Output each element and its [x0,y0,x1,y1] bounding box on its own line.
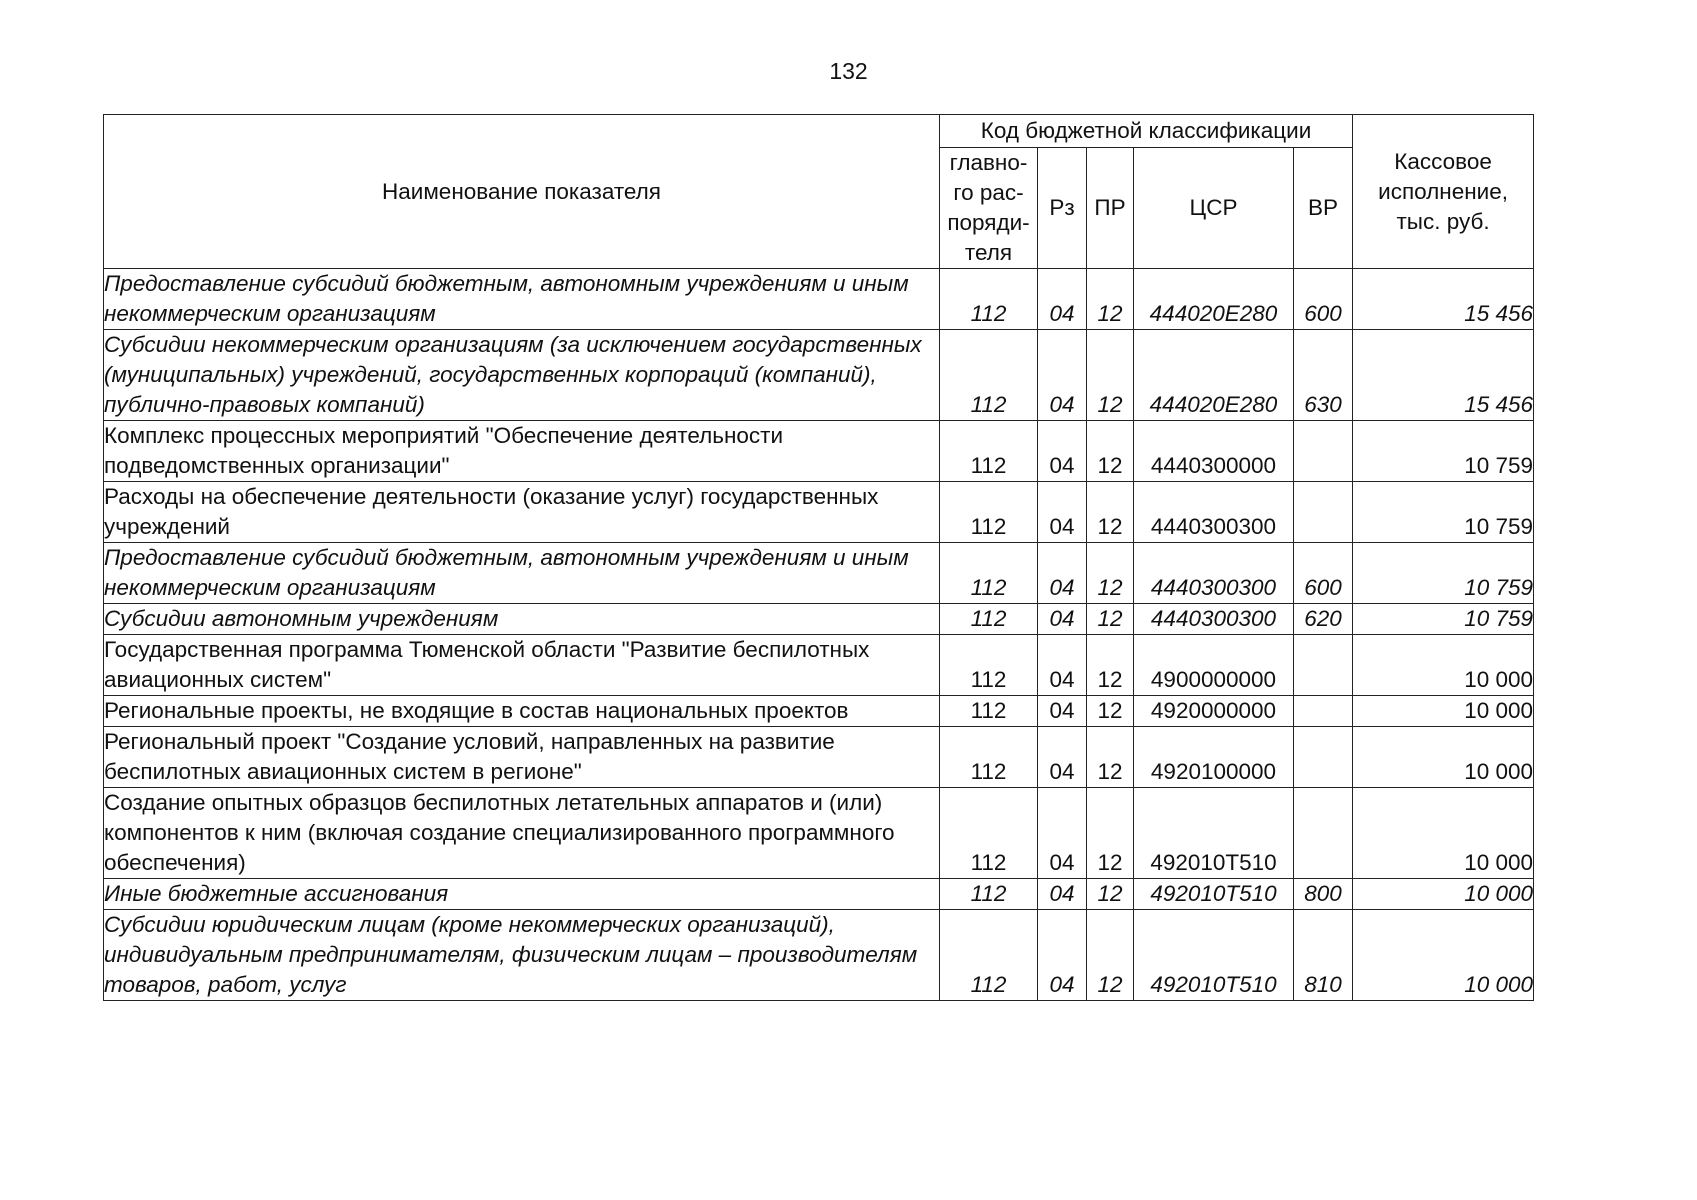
row-name: Региональные проекты, не входящие в состав национальных проектов [104,696,940,727]
table-row [104,604,1534,635]
row-pr: 12 [1087,604,1134,635]
row-amount: 10 000 [1353,635,1534,696]
row-csr: 4440300300 [1134,604,1294,635]
row-rz: 04 [1038,788,1087,879]
row-csr: 4440300300 [1134,482,1294,543]
table-row [104,788,1534,879]
row-rz: 04 [1038,910,1087,1001]
row-csr: 492010Т510 [1134,910,1294,1001]
row-main-administrator: 112 [940,269,1038,330]
row-name: Комплекс процессных мероприятий "Обеспечение деятельности подведомственных организации" [104,421,940,482]
row-main-administrator: 112 [940,330,1038,421]
row-main-administrator: 112 [940,482,1038,543]
row-amount: 15 456 [1353,330,1534,421]
row-amount: 15 456 [1353,269,1534,330]
header-main-administrator-text: главно- го рас- поряди- теля [947,150,1030,265]
row-rz: 04 [1038,330,1087,421]
row-name: Иные бюджетные ассигнования [104,879,940,910]
table-row [104,269,1534,330]
table-row [104,635,1534,696]
row-name: Субсидии автономным учреждениям [104,604,940,635]
header-rz: Рз [1038,148,1087,269]
row-amount: 10 759 [1353,604,1534,635]
row-pr: 12 [1087,482,1134,543]
row-pr: 12 [1087,910,1134,1001]
row-pr: 12 [1087,269,1134,330]
row-name: Предоставление субсидий бюджетным, автономным учреждениям и иным некоммерческим организациям [104,543,940,604]
table-header [104,115,1534,269]
row-amount: 10 000 [1353,727,1534,788]
row-vr [1294,788,1353,879]
row-pr: 12 [1087,788,1134,879]
row-rz: 04 [1038,269,1087,330]
row-name: Субсидии некоммерческим организациям (за исключением государственных (муниципальных) учреждений, государственных корпораций (компаний), публично-правовых компаний) [104,330,940,421]
table-row [104,421,1534,482]
row-name: Региональный проект "Создание условий, направленных на развитие беспилотных авиационных систем в регионе" [104,727,940,788]
row-vr: 600 [1294,269,1353,330]
row-vr [1294,482,1353,543]
row-amount: 10 000 [1353,788,1534,879]
header-cash-execution-text: Кассовое исполнение, тыс. руб. [1378,148,1508,234]
row-name: Государственная программа Тюменской области "Развитие беспилотных авиационных систем" [104,635,940,696]
row-amount: 10 000 [1353,910,1534,1001]
row-vr [1294,696,1353,727]
row-rz: 04 [1038,604,1087,635]
row-amount: 10 759 [1353,543,1534,604]
row-vr: 630 [1294,330,1353,421]
page-number: 132 [829,58,868,84]
row-vr: 600 [1294,543,1353,604]
header-csr: ЦСР [1134,148,1294,269]
table-row [104,910,1534,1001]
row-rz: 04 [1038,727,1087,788]
header-cash-execution [1353,115,1534,269]
row-csr: 4900000000 [1134,635,1294,696]
row-name: Субсидии юридическим лицам (кроме некоммерческих организаций), индивидуальным предпринимателям, физическим лицам – производителям товаров, работ, услуг [104,910,940,1001]
row-rz: 04 [1038,635,1087,696]
row-vr [1294,635,1353,696]
row-csr: 444020Е280 [1134,330,1294,421]
table-body [104,269,1534,1001]
row-pr: 12 [1087,421,1134,482]
header-vr: ВР [1294,148,1353,269]
row-main-administrator: 112 [940,910,1038,1001]
row-vr [1294,421,1353,482]
table-row [104,879,1534,910]
row-pr: 12 [1087,879,1134,910]
row-main-administrator: 112 [940,879,1038,910]
row-csr: 4920100000 [1134,727,1294,788]
table-row [104,543,1534,604]
budget-table [103,114,1534,1001]
row-vr [1294,727,1353,788]
header-pr: ПР [1087,148,1134,269]
row-pr: 12 [1087,543,1134,604]
row-main-administrator: 112 [940,543,1038,604]
table-row [104,330,1534,421]
row-csr: 492010Т510 [1134,879,1294,910]
row-name: Создание опытных образцов беспилотных летательных аппаратов и (или) компонентов к ним (включая создание специализированного программного обеспечения) [104,788,940,879]
row-pr: 12 [1087,727,1134,788]
header-classification-code: Код бюджетной классификации [940,115,1353,148]
row-name: Предоставление субсидий бюджетным, автономным учреждениям и иным некоммерческим организациям [104,269,940,330]
row-main-administrator: 112 [940,788,1038,879]
row-csr: 4920000000 [1134,696,1294,727]
row-pr: 12 [1087,635,1134,696]
header-name: Наименование показателя [104,115,940,269]
row-rz: 04 [1038,421,1087,482]
row-rz: 04 [1038,482,1087,543]
row-csr: 492010Т510 [1134,788,1294,879]
row-csr: 444020Е280 [1134,269,1294,330]
row-csr: 4440300300 [1134,543,1294,604]
table-row [104,696,1534,727]
row-main-administrator: 112 [940,604,1038,635]
row-pr: 12 [1087,696,1134,727]
row-vr: 810 [1294,910,1353,1001]
row-amount: 10 000 [1353,879,1534,910]
row-vr: 800 [1294,879,1353,910]
row-amount: 10 759 [1353,421,1534,482]
row-amount: 10 759 [1353,482,1534,543]
table-row [104,727,1534,788]
row-rz: 04 [1038,879,1087,910]
row-amount: 10 000 [1353,696,1534,727]
row-name: Расходы на обеспечение деятельности (оказание услуг) государственных учреждений [104,482,940,543]
row-main-administrator: 112 [940,635,1038,696]
row-csr: 4440300000 [1134,421,1294,482]
row-vr: 620 [1294,604,1353,635]
row-rz: 04 [1038,543,1087,604]
row-rz: 04 [1038,696,1087,727]
row-main-administrator: 112 [940,421,1038,482]
table-row [104,482,1534,543]
row-main-administrator: 112 [940,696,1038,727]
row-pr: 12 [1087,330,1134,421]
row-main-administrator: 112 [940,727,1038,788]
header-main-administrator [940,148,1038,269]
